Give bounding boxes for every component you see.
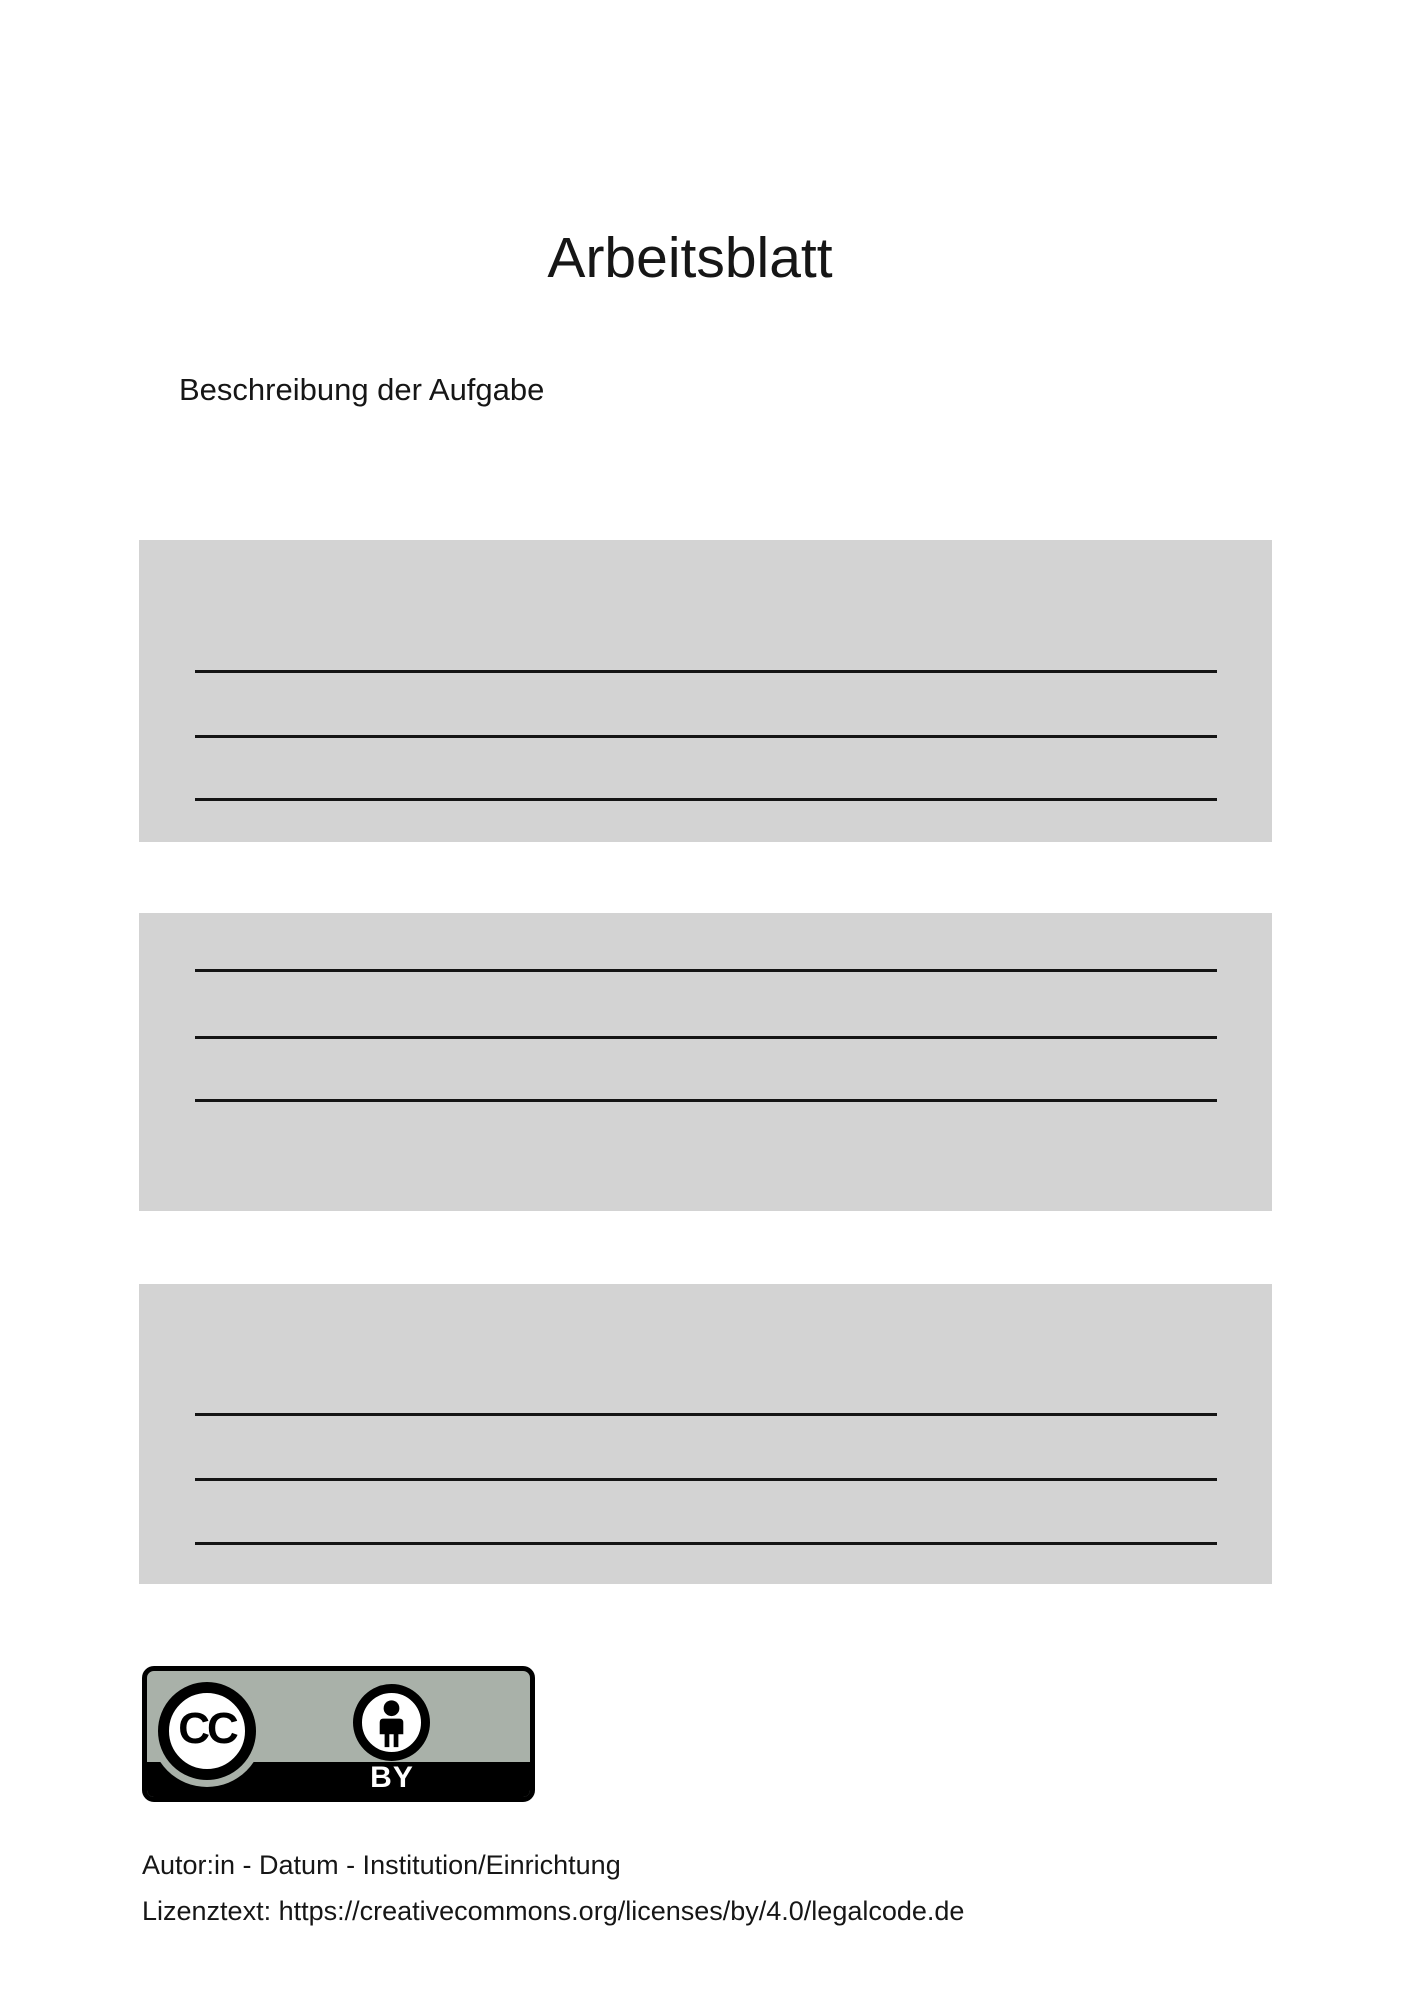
writing-line: [195, 1036, 1217, 1039]
attribution-person-icon: [353, 1684, 430, 1761]
writing-line: [195, 798, 1217, 801]
task-box-1: [139, 540, 1272, 842]
cc-by-license-badge: [142, 1666, 535, 1802]
cc-logo-icon: [158, 1682, 256, 1780]
license-url-line: Lizenztext: https://creativecommons.org/licenses/by/4.0/legalcode.de: [142, 1896, 965, 1926]
writing-line: [195, 735, 1217, 738]
writing-line: [195, 1542, 1217, 1545]
writing-line: [195, 1099, 1217, 1102]
license-footer: [142, 1842, 964, 1934]
writing-line: [195, 1413, 1217, 1416]
cc-logo-label: CC: [178, 1704, 236, 1753]
page-title: Arbeitsblatt: [547, 226, 833, 290]
writing-line: [195, 1478, 1217, 1481]
task-description: Beschreibung der Aufgabe: [179, 372, 545, 407]
attribution-line: Autor:in - Datum - Institution/Einrichtung: [142, 1850, 621, 1880]
task-box-2: [139, 913, 1272, 1211]
writing-line: [195, 670, 1217, 673]
writing-line: [195, 969, 1217, 972]
task-box-3: [139, 1284, 1272, 1584]
by-label: BY: [370, 1761, 414, 1794]
